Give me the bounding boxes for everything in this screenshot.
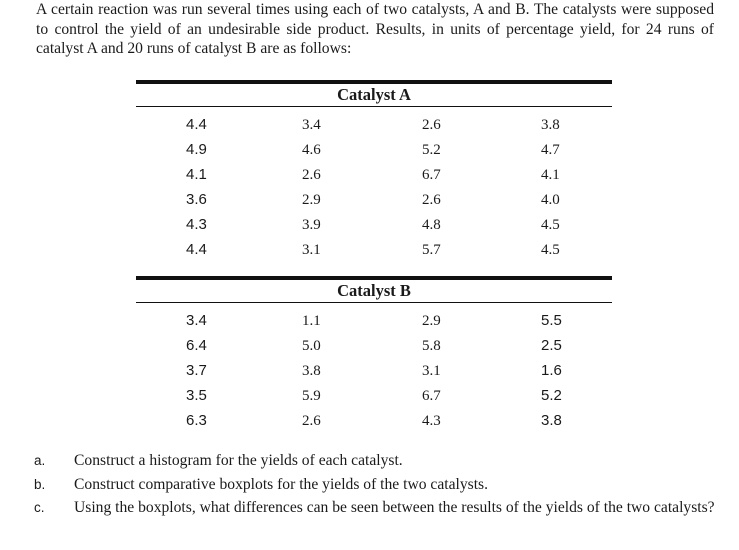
table-cell: 2.6 bbox=[422, 117, 441, 133]
catalyst-a-table bbox=[136, 80, 612, 266]
question-item bbox=[34, 475, 716, 495]
table-cell: 6.3 bbox=[186, 412, 207, 429]
table-cell: 3.7 bbox=[186, 362, 207, 379]
question-text: Construct a histogram for the yields of each catalyst. bbox=[74, 452, 403, 469]
table-body bbox=[136, 107, 612, 266]
table-cell: 5.9 bbox=[302, 388, 321, 404]
table-cell: 5.0 bbox=[302, 338, 321, 354]
table-cell: 4.6 bbox=[302, 142, 321, 158]
table-cell: 3.1 bbox=[422, 363, 441, 379]
table-cell: 2.9 bbox=[302, 192, 321, 208]
table-cell: 2.6 bbox=[302, 413, 321, 429]
table-cell: 3.1 bbox=[302, 242, 321, 258]
table-cell: 1.6 bbox=[541, 362, 562, 379]
question-marker: b. bbox=[34, 476, 46, 492]
table-cell: 3.4 bbox=[302, 117, 321, 133]
table-cell: 4.9 bbox=[186, 141, 207, 158]
question-marker: c. bbox=[34, 500, 45, 515]
table-cell: 2.5 bbox=[541, 337, 562, 354]
table-cell: 4.7 bbox=[541, 142, 560, 158]
table-cell: 2.9 bbox=[422, 313, 441, 329]
question-list bbox=[34, 451, 716, 522]
table-cell: 4.4 bbox=[186, 116, 207, 133]
table-cell: 6.4 bbox=[186, 337, 207, 354]
table-cell: 4.1 bbox=[541, 167, 560, 183]
table-cell: 5.2 bbox=[422, 142, 441, 158]
question-text: Using the boxplots, what differences can be seen between the results of the yields of the two catalysts? bbox=[74, 499, 715, 516]
table-body bbox=[136, 303, 612, 437]
table-cell: 4.0 bbox=[541, 192, 560, 208]
table-cell: 3.9 bbox=[302, 217, 321, 233]
table-cell: 3.8 bbox=[541, 412, 562, 429]
table-cell: 1.1 bbox=[302, 313, 321, 329]
problem-intro: A certain reaction was run several times using each of two catalysts, A and B. The catalysts were supposed to control the yield of an undesirable side product. Results, in units of percentage yield, for 24 runs of catalyst A and 20 runs of catalyst B are as follows: bbox=[36, 1, 714, 57]
question-item bbox=[34, 498, 716, 518]
table-cell: 4.3 bbox=[186, 216, 207, 233]
table-cell: 5.7 bbox=[422, 242, 441, 258]
table-cell: 5.5 bbox=[541, 312, 562, 329]
catalyst-b-table bbox=[136, 276, 612, 437]
table-cell: 2.6 bbox=[422, 192, 441, 208]
table-cell: 4.8 bbox=[422, 217, 441, 233]
table-title: Catalyst B bbox=[337, 281, 411, 300]
table-cell: 3.8 bbox=[541, 117, 560, 133]
table-cell: 3.8 bbox=[302, 363, 321, 379]
table-cell: 4.3 bbox=[422, 413, 441, 429]
table-cell: 3.6 bbox=[186, 191, 207, 208]
question-item bbox=[34, 451, 716, 471]
question-text: Construct comparative boxplots for the yields of the two catalysts. bbox=[74, 475, 489, 493]
table-cell: 3.5 bbox=[186, 387, 207, 404]
table-cell: 6.7 bbox=[422, 388, 441, 404]
table-cell: 4.5 bbox=[541, 242, 560, 258]
table-cell: 4.4 bbox=[186, 241, 207, 258]
table-cell: 4.1 bbox=[186, 166, 207, 183]
table-cell: 2.6 bbox=[302, 167, 321, 183]
table-title: Catalyst A bbox=[337, 85, 411, 104]
table-cell: 4.5 bbox=[541, 217, 560, 233]
question-marker: a. bbox=[34, 453, 46, 468]
table-cell: 5.2 bbox=[541, 387, 562, 404]
table-cell: 5.8 bbox=[422, 338, 441, 354]
table-cell: 6.7 bbox=[422, 167, 441, 183]
table-cell: 3.4 bbox=[186, 312, 207, 329]
